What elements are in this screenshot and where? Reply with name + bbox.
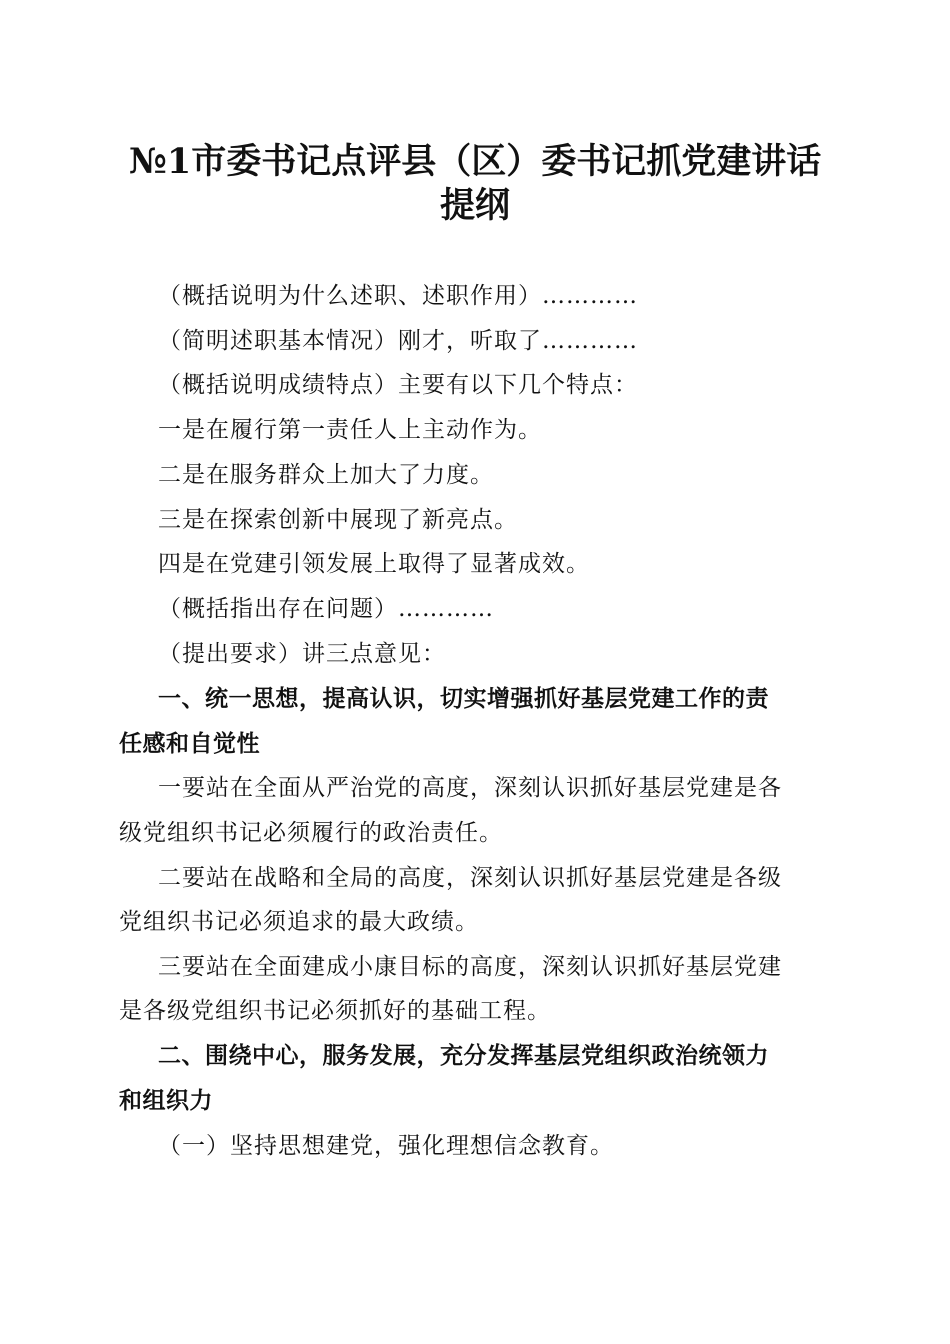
section2-heading-line2: 和组织力 (119, 1088, 213, 1114)
section1-heading-line2: 任感和自觉性 (119, 731, 260, 757)
feature-line-2: 二是在服务群众上加大了力度。 (158, 462, 494, 488)
problem-line: （概括指出存在问题）………… (158, 596, 494, 622)
section1-p2-line2: 党组织书记必须追求的最大政绩。 (119, 909, 479, 935)
intro-line-3: （概括说明成绩特点）主要有以下几个特点： (158, 372, 638, 398)
feature-line-3: 三是在探索创新中展现了新亮点。 (158, 507, 518, 533)
section1-heading-line1: 一、统一思想，提高认识，切实增强抓好基层党建工作的责 (158, 686, 769, 712)
section1-p1-line1: 一要站在全面从严治党的高度，深刻认识抓好基层党建是各 (158, 775, 782, 801)
section1-p3-line1: 三要站在全面建成小康目标的高度，深刻认识抓好基层党建 (158, 954, 782, 980)
intro-line-2: （简明述职基本情况）刚才，听取了………… (158, 328, 638, 354)
feature-line-1: 一是在履行第一责任人上主动作为。 (158, 417, 542, 443)
section1-p2-line1: 二要站在战略和全局的高度，深刻认识抓好基层党建是各级 (158, 865, 782, 891)
section1-p3-line2: 是各级党组织书记必须抓好的基础工程。 (119, 998, 551, 1024)
intro-line-1: （概括说明为什么述职、述职作用）………… (158, 283, 638, 309)
section1-p1-line2: 级党组织书记必须履行的政治责任。 (119, 820, 503, 846)
document-title-line1: №1市委书记点评县（区）委书记抓党建讲话 (128, 141, 822, 182)
section2-sub1: （一）坚持思想建党，强化理想信念教育。 (158, 1133, 614, 1159)
feature-line-4: 四是在党建引领发展上取得了显著成效。 (158, 551, 590, 577)
document-title-line2: 提纲 (439, 185, 510, 226)
section2-heading-line1: 二、围绕中心，服务发展，充分发挥基层党组织政治统领力 (158, 1043, 769, 1069)
requirement-line: （提出要求）讲三点意见： (158, 641, 446, 667)
